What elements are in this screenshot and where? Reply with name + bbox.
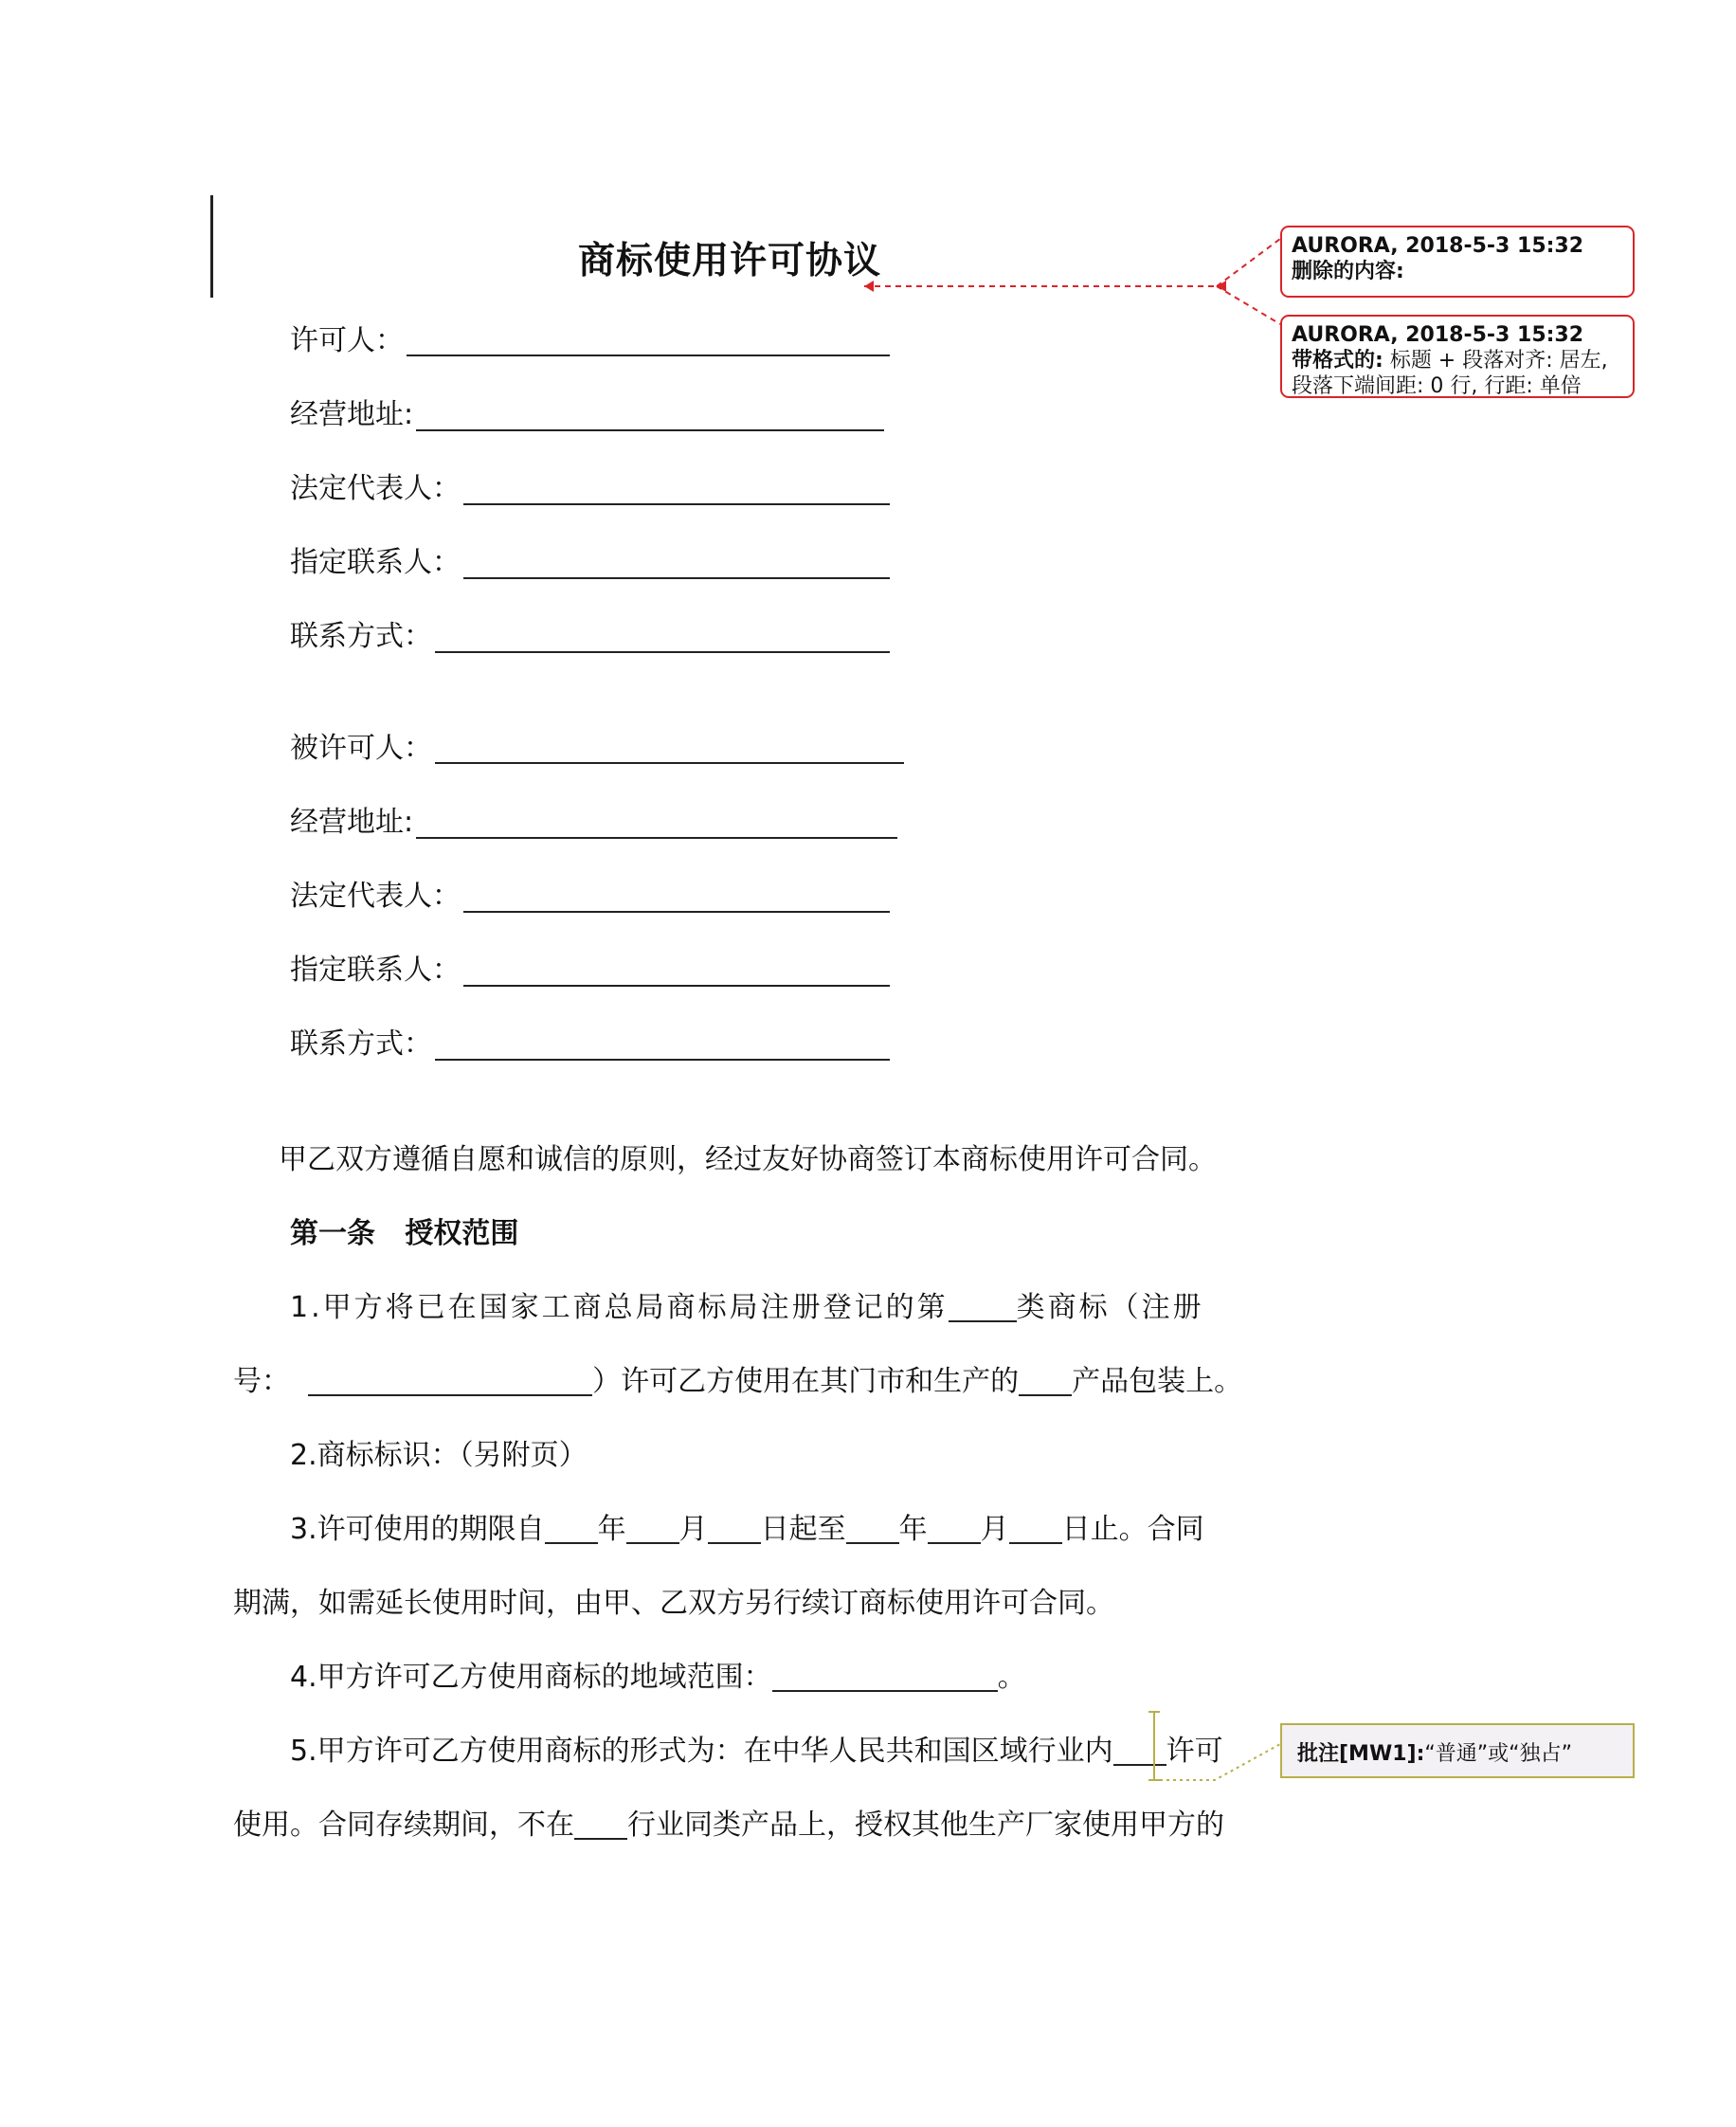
item3-line2: 期满，如需延长使用时间，由甲、乙双方另行续订商标使用许可合同。 (233, 1587, 1114, 1620)
item1-text: 号： (233, 1365, 290, 1398)
item4-text: 4.甲方许可乙方使用商标的地域范围： (290, 1661, 772, 1694)
connector-arrow (864, 281, 874, 292)
revision-type: 删除的内容: (1292, 260, 1404, 283)
deletion-branch (1217, 239, 1280, 286)
field-label: 许可人： (290, 324, 404, 357)
item3-text: 日起至 (760, 1513, 846, 1546)
article-title: 授权范围 (405, 1217, 519, 1250)
formatting-branch (1217, 286, 1280, 324)
item3-text: 月 (980, 1513, 1009, 1546)
field-label: 法定代表人： (290, 472, 461, 505)
field-label: 联系方式： (290, 1027, 432, 1061)
field-label: 经营地址: (290, 806, 414, 839)
item1-text: 类商标（注册 (1016, 1291, 1204, 1324)
field-label: 联系方式： (290, 620, 432, 653)
item3-text: 3.许可使用的期限自 (290, 1513, 545, 1546)
item2: 2.商标标识：（另附页） (290, 1439, 588, 1472)
item4-text: 。 (997, 1661, 1026, 1694)
article-number: 第一条 (290, 1217, 375, 1250)
revision-detail-2: 段落下端间距: 0 行, 行距: 单倍 (1292, 374, 1582, 398)
comment-label: 批注[MW1]: (1297, 1742, 1425, 1766)
connector-arrow (1217, 281, 1226, 292)
revision-connectors (864, 239, 1280, 324)
item1-text: 产品包装上。 (1072, 1365, 1243, 1398)
item1-text: 1.甲方将已在国家工商总局商标局注册登记的第 (290, 1291, 949, 1324)
field-label: 法定代表人： (290, 880, 461, 913)
item5-text: 行业同类产品上，授权其他生产厂家使用甲方的 (627, 1809, 1224, 1842)
item3-text: 年 (597, 1513, 626, 1546)
item3-text: 年 (898, 1513, 928, 1546)
item5-text: 使用。合同存续期间，不在 (233, 1809, 574, 1842)
field-label: 经营地址: (290, 398, 414, 431)
field-label: 指定联系人： (290, 546, 461, 579)
revision-author: AURORA, 2018-5-3 15:32 (1292, 234, 1584, 258)
document-title: 商标使用许可协议 (577, 240, 881, 282)
field-label: 指定联系人： (290, 954, 461, 987)
item3-text: 月 (678, 1513, 708, 1546)
revision-detail: 标题 + 段落对齐: 居左, (1389, 349, 1608, 373)
field-label: 被许可人： (290, 732, 432, 765)
revision-author: AURORA, 2018-5-3 15:32 (1292, 323, 1584, 347)
preamble: 甲乙双方遵循自愿和诚信的原则，经过友好协商签订本商标使用许可合同。 (279, 1143, 1217, 1176)
revision-type: 带格式的: (1292, 349, 1383, 373)
comment-anchor (1148, 1712, 1280, 1780)
comment-text: “普通”或“独占” (1424, 1742, 1572, 1766)
item5-text: 5.甲方许可乙方使用商标的形式为：在中华人民共和国区域行业内 (290, 1735, 1113, 1768)
item1-text: ）许可乙方使用在其门市和生产的 (592, 1365, 1020, 1398)
item5-text: 许可 (1166, 1735, 1223, 1768)
item3-text: 日止。合同 (1061, 1513, 1204, 1546)
comment-connector (1160, 1744, 1280, 1780)
